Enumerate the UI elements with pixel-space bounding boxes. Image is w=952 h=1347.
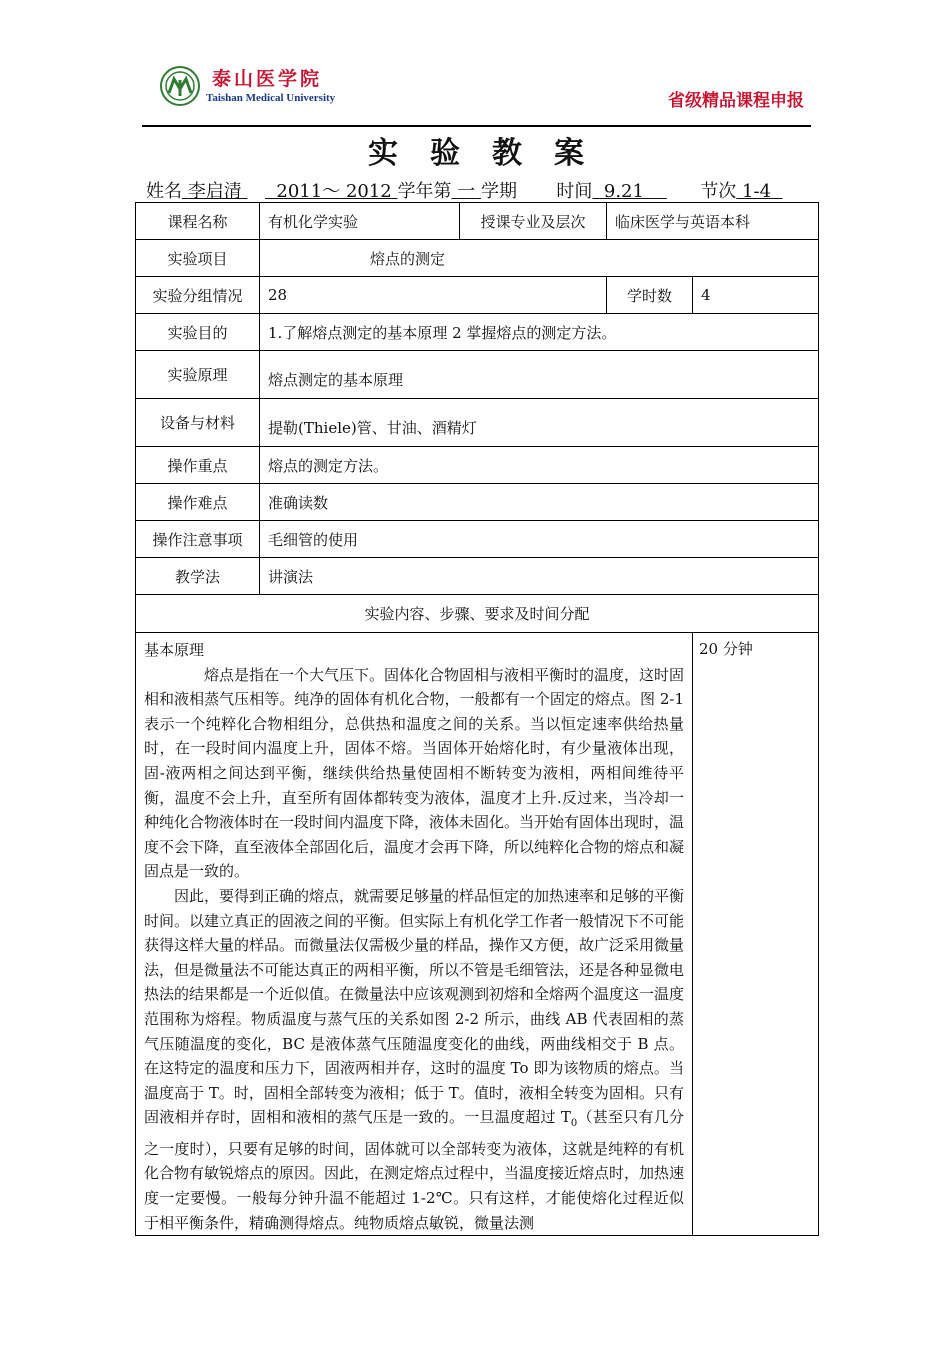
- table-row: [136, 558, 819, 595]
- table-row: [136, 351, 819, 399]
- equipment-label: 设备与材料: [136, 399, 260, 447]
- group-label: 实验分组情况: [136, 277, 260, 314]
- content-cell: [136, 633, 693, 1236]
- major-value: 临床医学与英语本科: [607, 203, 819, 240]
- name-value: 李启清: [187, 181, 242, 202]
- project-value: 熔点的测定: [260, 240, 819, 277]
- hours-value: 4: [693, 277, 819, 314]
- table-row: [136, 314, 819, 351]
- content-paragraph: 熔点是指在一个大气压下。固体化合物固相与液相平衡时的温度，这时固相和液相蒸气压相等。纯净的固体有机化合物，一般都有一个固定的熔点。图 2-1 表示一个纯粹化合物相组分，总供热和温度之间的关系。当以恒定速率供给热量时，在一段时间内温度上升，固体不熔。当固体开始熔化时，有少量液体出现，固-液两相之间达到平衡，继续供给热量使固相不断转变为液相，两相间维待平衡，温度不会上升，直至所有固体都转变为液体，温度才上升.反过来，当冷却一种纯化合物液体时在一段时间内温度下降，液体未固化。当开始有固体出现时，温度不会下降，直至液体全部固化后，温度才会再下降，所以纯粹化合物的熔点和凝固点是一致的。: [144, 665, 685, 881]
- purpose-value: 1.了解熔点测定的基本原理 2 掌握熔点的测定方法。: [260, 314, 819, 351]
- notes-label: 操作注意事项: [136, 521, 260, 558]
- purpose-label: 实验目的: [136, 314, 260, 351]
- table-row: [136, 595, 819, 633]
- header-rule: [142, 125, 811, 127]
- university-name-en: Taishan Medical University: [206, 92, 336, 104]
- term-value: 一: [457, 181, 476, 202]
- lesson-plan-table: [135, 202, 819, 1236]
- table-row: [136, 203, 819, 240]
- equipment-value: 提勒(Thiele)管、甘油、酒精灯: [260, 399, 819, 447]
- content-paragraph: 因此，要得到正确的熔点，就需要足够量的样品恒定的加热速率和足够的平衡时间。以建立真正的固液之间的平衡。但实际上有机化学工作者一般情况下不可能获得这样大量的样品。而微量法仅需极少量的样品，操作又方便，故广泛采用微量法，但是微量法不可能达真正的两相平衡，所以不管是毛细管法，还是各种显微电热法的结果都是一个近似值。在微量法中应该观测到初熔和全熔两个温度这一温度范围称为熔程。物质温度与蒸气压的关系如图 2-2 所示，曲线 AB 代表固相的蒸气压随温度的变化，BC 是液体蒸气压随温度变化的曲线，两曲线相交于 B 点。在这特定的温度和压力下，固液两相并存，这时的温度 To 即为该物质的熔点。当温度高于 T。时，固相全部转变为液相；低于 T。值时，液相全转变为固相。只有固液相并存时，固相和液相的蒸气压是一致的。一旦温度超过 $T_0$（甚至只有几分之一度时），只要有足够的时间，固体就可以全部转变为液体，这就是纯粹的有机化合物有敏锐熔点的原因。因此，在测定熔点过程中，当温度接近熔点时，加热速度一定要慢。一般每分钟升温不能超过 1-2℃。只有这样，才能使熔化过程近似于相平衡条件，精确测得熔点。纯物质熔点敏锐，微量法测: [144, 886, 685, 1232]
- difficulty-value: 准确读数: [260, 484, 819, 521]
- project-label: 实验项目: [136, 240, 260, 277]
- major-label: 授课专业及层次: [460, 203, 607, 240]
- academic-year: 2011～ 2012: [276, 181, 392, 202]
- name-label: 姓名: [146, 181, 182, 202]
- method-label: 教学法: [136, 558, 260, 595]
- lesson-meta: [146, 177, 783, 203]
- time-allocation: 20 分钟: [693, 633, 819, 1236]
- table-row: [136, 399, 819, 447]
- university-seal-icon: [160, 66, 200, 106]
- difficulty-label: 操作难点: [136, 484, 260, 521]
- section-header: 实验内容、步骤、要求及时间分配: [136, 595, 819, 633]
- table-row: [136, 447, 819, 484]
- term-label: 学期: [480, 181, 517, 202]
- notes-value: 毛细管的使用: [260, 521, 819, 558]
- time-label: 时间: [556, 181, 593, 202]
- page-title: 实验教案: [368, 136, 616, 171]
- content-heading: 基本原理: [144, 641, 205, 659]
- year-label: 学年第: [397, 181, 452, 202]
- hours-label: 学时数: [607, 277, 693, 314]
- key-value: 熔点的测定方法。: [260, 447, 819, 484]
- key-label: 操作重点: [136, 447, 260, 484]
- course-badge: 省级精品课程申报: [668, 91, 804, 111]
- period-value: 1-4: [742, 181, 772, 202]
- time-value: 9.21: [603, 181, 644, 202]
- table-row: [136, 521, 819, 558]
- period-label: 节次: [700, 181, 737, 202]
- university-name-cn: 泰山医学院: [212, 68, 323, 90]
- principle-value: 熔点测定的基本原理: [260, 351, 819, 399]
- course-label: 课程名称: [136, 203, 260, 240]
- method-value: 讲演法: [260, 558, 819, 595]
- group-value: 28: [260, 277, 607, 314]
- table-row: [136, 633, 819, 1236]
- table-row: [136, 240, 819, 277]
- table-row: [136, 277, 819, 314]
- course-value: 有机化学实验: [260, 203, 460, 240]
- principle-label: 实验原理: [136, 351, 260, 399]
- table-row: [136, 484, 819, 521]
